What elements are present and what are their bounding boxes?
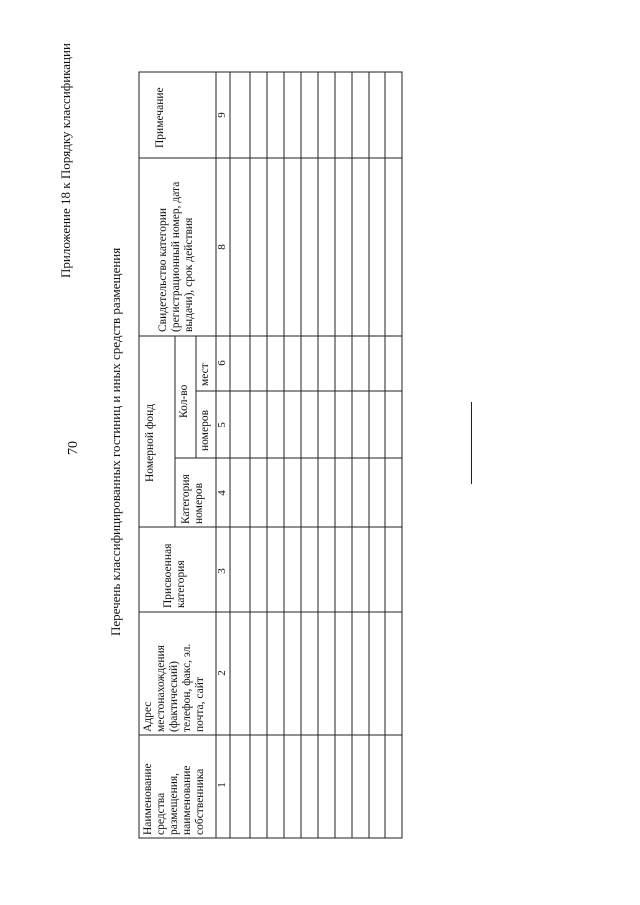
appendix-label: Приложение 18 к Порядку классификации: [58, 43, 73, 278]
table-title: Перечень классифицированных гостиниц и иных средств размещения: [108, 247, 123, 636]
header-note: Примечание: [154, 87, 166, 148]
col-number-6: 6: [216, 360, 228, 366]
col-number-8: 8: [216, 244, 228, 250]
header-name: Наименование средства размещения, наименование собственника: [142, 763, 206, 835]
col-number-2: 2: [216, 670, 228, 676]
page-number: 70: [66, 441, 81, 455]
separator-line: [471, 402, 472, 484]
header-room-fund: Номерной фонд: [144, 403, 156, 482]
header-address: Адрес местонахождения (фактический) телефон, факс, эл. почта, сайт: [142, 643, 206, 732]
col-number-4: 4: [216, 490, 228, 496]
col-number-1: 1: [216, 782, 228, 788]
header-room-category: Категория номеров: [180, 474, 205, 524]
header-count: Кол-во: [178, 384, 190, 418]
header-certificate: Свидетельство категории (регистрационный номер, дата выдачи), срок действия: [157, 181, 195, 332]
col-number-3: 3: [216, 568, 228, 574]
header-category: Присвоенная категория: [162, 543, 187, 608]
header-places: мест: [199, 363, 211, 386]
col-number-9: 9: [216, 112, 228, 118]
col-number-5: 5: [216, 422, 228, 428]
header-rooms: номеров: [199, 410, 211, 451]
